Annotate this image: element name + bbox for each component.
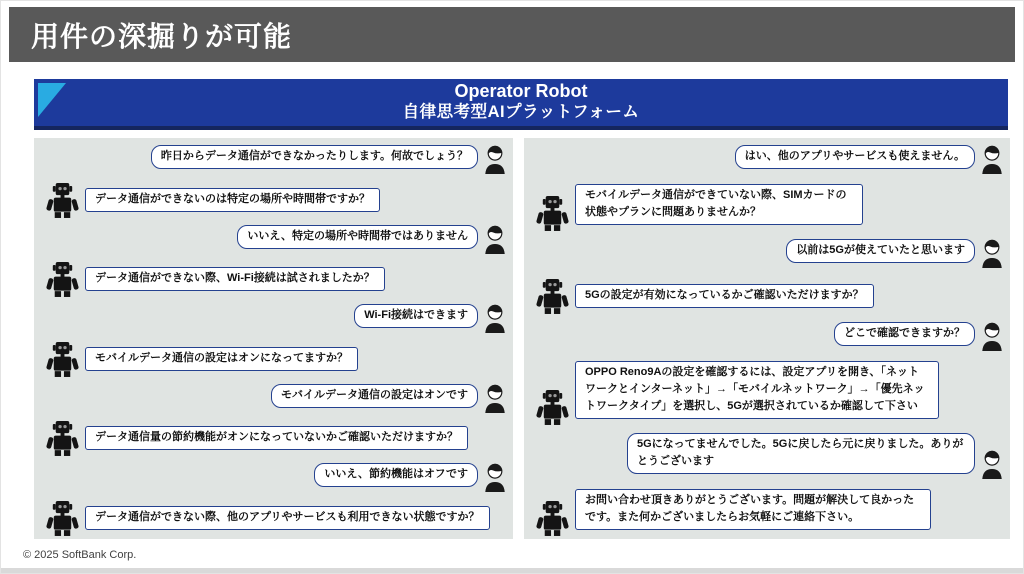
chat-row-user: [529, 239, 1005, 263]
person-icon: [483, 304, 507, 333]
chat-bubble-user: モバイルデータ通信の設定はオンです: [271, 384, 478, 408]
chat-area: [34, 138, 1010, 539]
person-icon: [980, 322, 1004, 351]
chat-bubble-user: 昨日からデータ通信ができなかったりします。何故でしょう？: [151, 145, 478, 169]
chat-panel-right: [524, 138, 1010, 539]
page-title: 用件の深掘りが可能: [31, 20, 293, 52]
person-icon: [980, 239, 1004, 268]
chat-bubble-robot: データ通信量の節約機能がオンになっていないかご確認いただけますか？: [85, 426, 468, 450]
chat-row-robot: [39, 420, 508, 450]
platform-header: [34, 79, 1008, 130]
person-icon: [483, 463, 507, 492]
person-icon: [483, 145, 507, 174]
person-icon: [980, 450, 1004, 479]
robot-icon: [46, 261, 79, 298]
chat-row-user: [39, 145, 508, 169]
robot-icon: [536, 389, 569, 426]
chat-bubble-user: どこで確認できますか？: [834, 322, 975, 346]
chat-row-robot: [529, 184, 1005, 225]
robot-icon: [536, 278, 569, 315]
chat-bubble-robot: OPPO Reno9Aの設定を確認するには、設定アプリを開き、「ネットワークとインターネット」→「モバイルネットワーク」→「優先ネットワークタイプ」を選択し、5Gが選択されているか確認して下さい: [575, 361, 939, 419]
header-title-en: Operator Robot: [454, 81, 588, 102]
chat-bubble-robot: モバイルデータ通信の設定はオンになってますか？: [85, 347, 358, 371]
chat-bubble-user: 以前は5Gが使えていたと思います: [786, 239, 975, 263]
chat-row-robot: [39, 261, 508, 291]
chat-row-robot: [529, 489, 1005, 530]
chat-bubble-user: はい、他のアプリやサービスも使えません。: [735, 145, 975, 169]
robot-icon: [46, 420, 79, 457]
chat-bubble-user: いいえ、特定の場所や時間帯ではありません: [237, 225, 478, 249]
chat-row-robot: [529, 278, 1005, 308]
chat-bubble-robot: 5Gの設定が有効になっているかご確認いただけますか？: [575, 284, 874, 308]
chat-bubble-robot: お問い合わせ頂きありがとうございます。問題が解決して良かったです。また何かございましたらお気軽にご連絡下さい。: [575, 489, 931, 530]
person-icon: [980, 145, 1004, 174]
chat-row-user: [39, 463, 508, 487]
chat-row-user: [529, 145, 1005, 169]
chat-bubble-robot: データ通信ができない際、他のアプリやサービスも利用できない状態ですか？: [85, 506, 490, 530]
person-icon: [483, 225, 507, 254]
chat-row-robot: [529, 361, 1005, 419]
chat-row-robot: [39, 182, 508, 212]
chat-bubble-robot: モバイルデータ通信ができていない際、SIMカードの状態やプランに問題ありませんか？: [575, 184, 863, 225]
bottom-edge-strip: [1, 568, 1023, 573]
chat-row-user: [39, 384, 508, 408]
robot-icon: [46, 182, 79, 219]
robot-icon: [536, 195, 569, 232]
slide-title-bar: [9, 7, 1015, 62]
chat-row-user: [39, 225, 508, 249]
chat-panel-left: [34, 138, 513, 539]
chat-bubble-robot: データ通信ができない際、Wi-Fi接続は試されましたか？: [85, 267, 385, 291]
chat-row-user: [39, 304, 508, 328]
corner-triangle-icon: [38, 83, 68, 118]
person-icon: [483, 384, 507, 413]
robot-icon: [46, 341, 79, 378]
chat-bubble-user: いいえ、節約機能はオフです: [314, 463, 478, 487]
chat-bubble-robot: データ通信ができないのは特定の場所や時間帯ですか？: [85, 188, 380, 212]
header-title-ja: 自律思考型AIプラットフォーム: [402, 103, 640, 122]
robot-icon: [46, 500, 79, 537]
chat-row-robot: [39, 341, 508, 371]
chat-row-user: [529, 322, 1005, 346]
chat-row-robot: [39, 500, 508, 530]
chat-bubble-user: Wi-Fi接続はできます: [354, 304, 478, 328]
copyright: © 2025 SoftBank Corp.: [23, 549, 137, 561]
chat-bubble-user: 5Gになってませんでした。5Gに戻したら元に戻りました。ありがとうございます: [627, 433, 975, 474]
chat-row-user: [529, 433, 1005, 474]
robot-icon: [536, 500, 569, 537]
